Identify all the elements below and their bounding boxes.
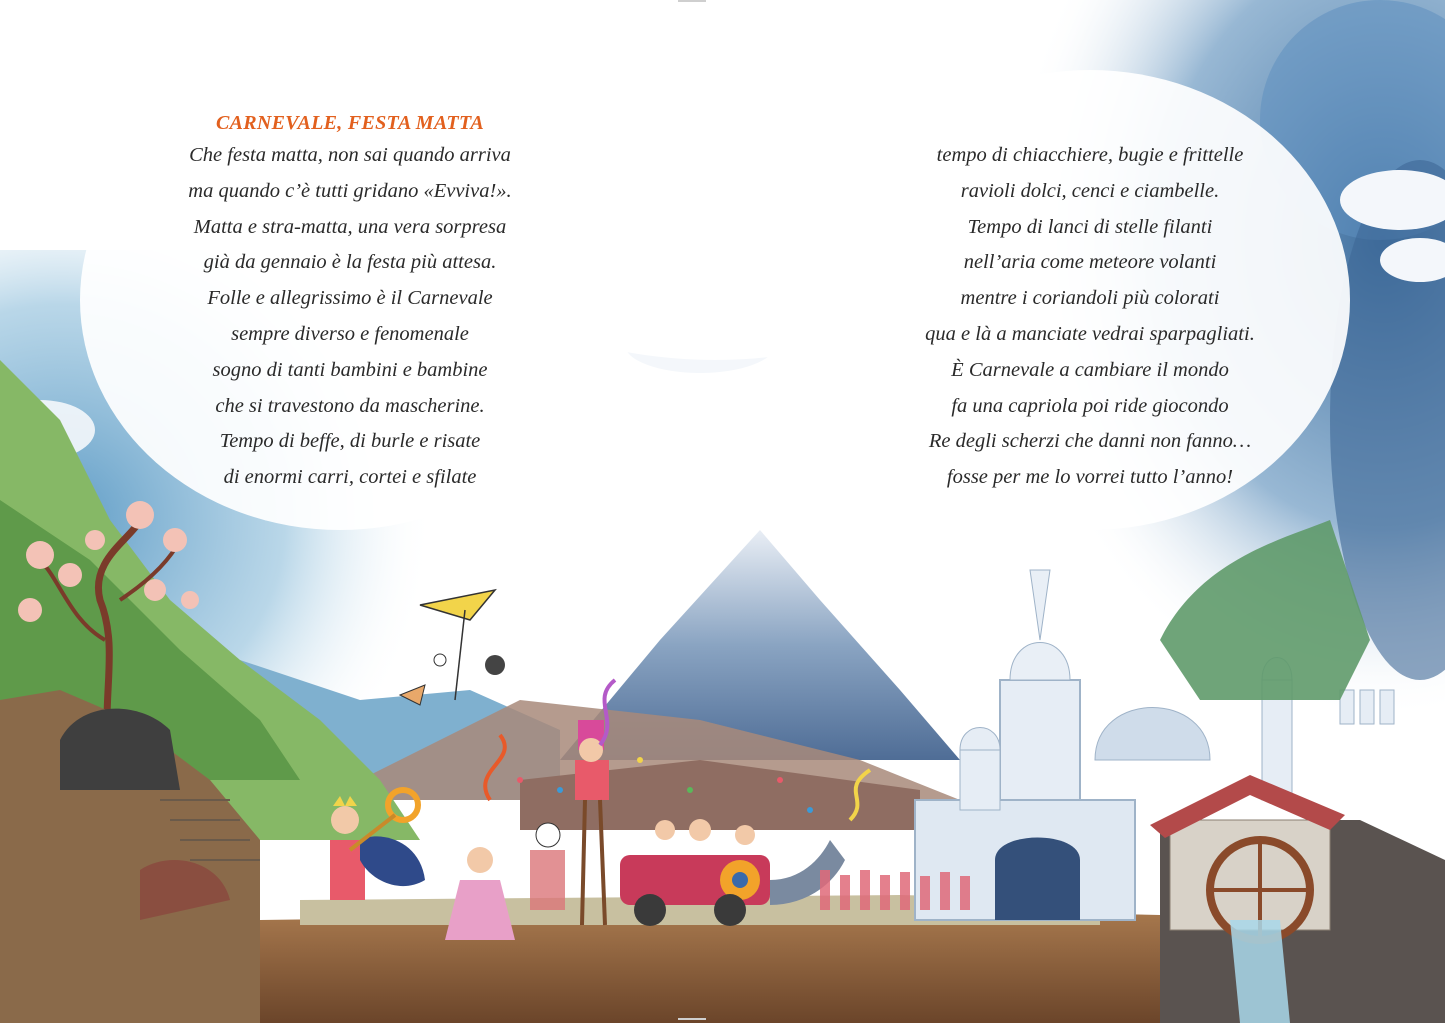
poem-line: nell’aria come meteore volanti [963, 251, 1217, 274]
poem-line: sempre diverso e fenomenale [231, 322, 469, 345]
poem-line: ravioli dolci, cenci e ciambelle. [960, 179, 1220, 202]
poem-line: È Carnevale a cambiare il mondo [951, 358, 1229, 381]
poem-line: Tempo di lanci di stelle filanti [967, 215, 1213, 238]
poem-line: di enormi carri, cortei e sfilate [223, 466, 477, 489]
poem-left-column [150, 108, 550, 496]
spine-mark-top [678, 0, 706, 2]
poem-line: qua e là a manciate vedrai sparpagliati. [925, 322, 1255, 345]
poem-line: mentre i coriandoli più colorati [960, 287, 1220, 310]
poem-line: Folle e allegrissimo è il Carnevale [207, 287, 493, 310]
poem-line: tempo di chiacchiere, bugie e frittelle [936, 144, 1244, 166]
poem-line: Matta e stra-matta, una vera sorpresa [193, 215, 507, 238]
poem-line: sogno di tanti bambini e bambine [212, 358, 488, 381]
poem-line: già da gennaio è la festa più attesa. [203, 251, 497, 274]
poem-title: CARNEVALE, FESTA MATTA [216, 112, 484, 134]
water-mill [1150, 775, 1445, 1023]
poem-line: Che festa matta, non sai quando arriva [189, 144, 511, 166]
poem-line: ma quando c’è tutti gridano «Evviva!». [188, 179, 512, 202]
spine-mark-bottom [678, 1018, 706, 1020]
poem-line: fa una capriola poi ride giocondo [951, 394, 1229, 417]
poem-line: Tempo di beffe, di burle e risate [219, 430, 481, 453]
poem-line: fosse per me lo vorrei tutto l’anno! [946, 466, 1234, 489]
poem-right-column [880, 138, 1300, 496]
poem-line: che si travestono da mascherine. [215, 394, 485, 417]
poem-line: Re degli scherzi che danni non fanno… [928, 430, 1252, 453]
